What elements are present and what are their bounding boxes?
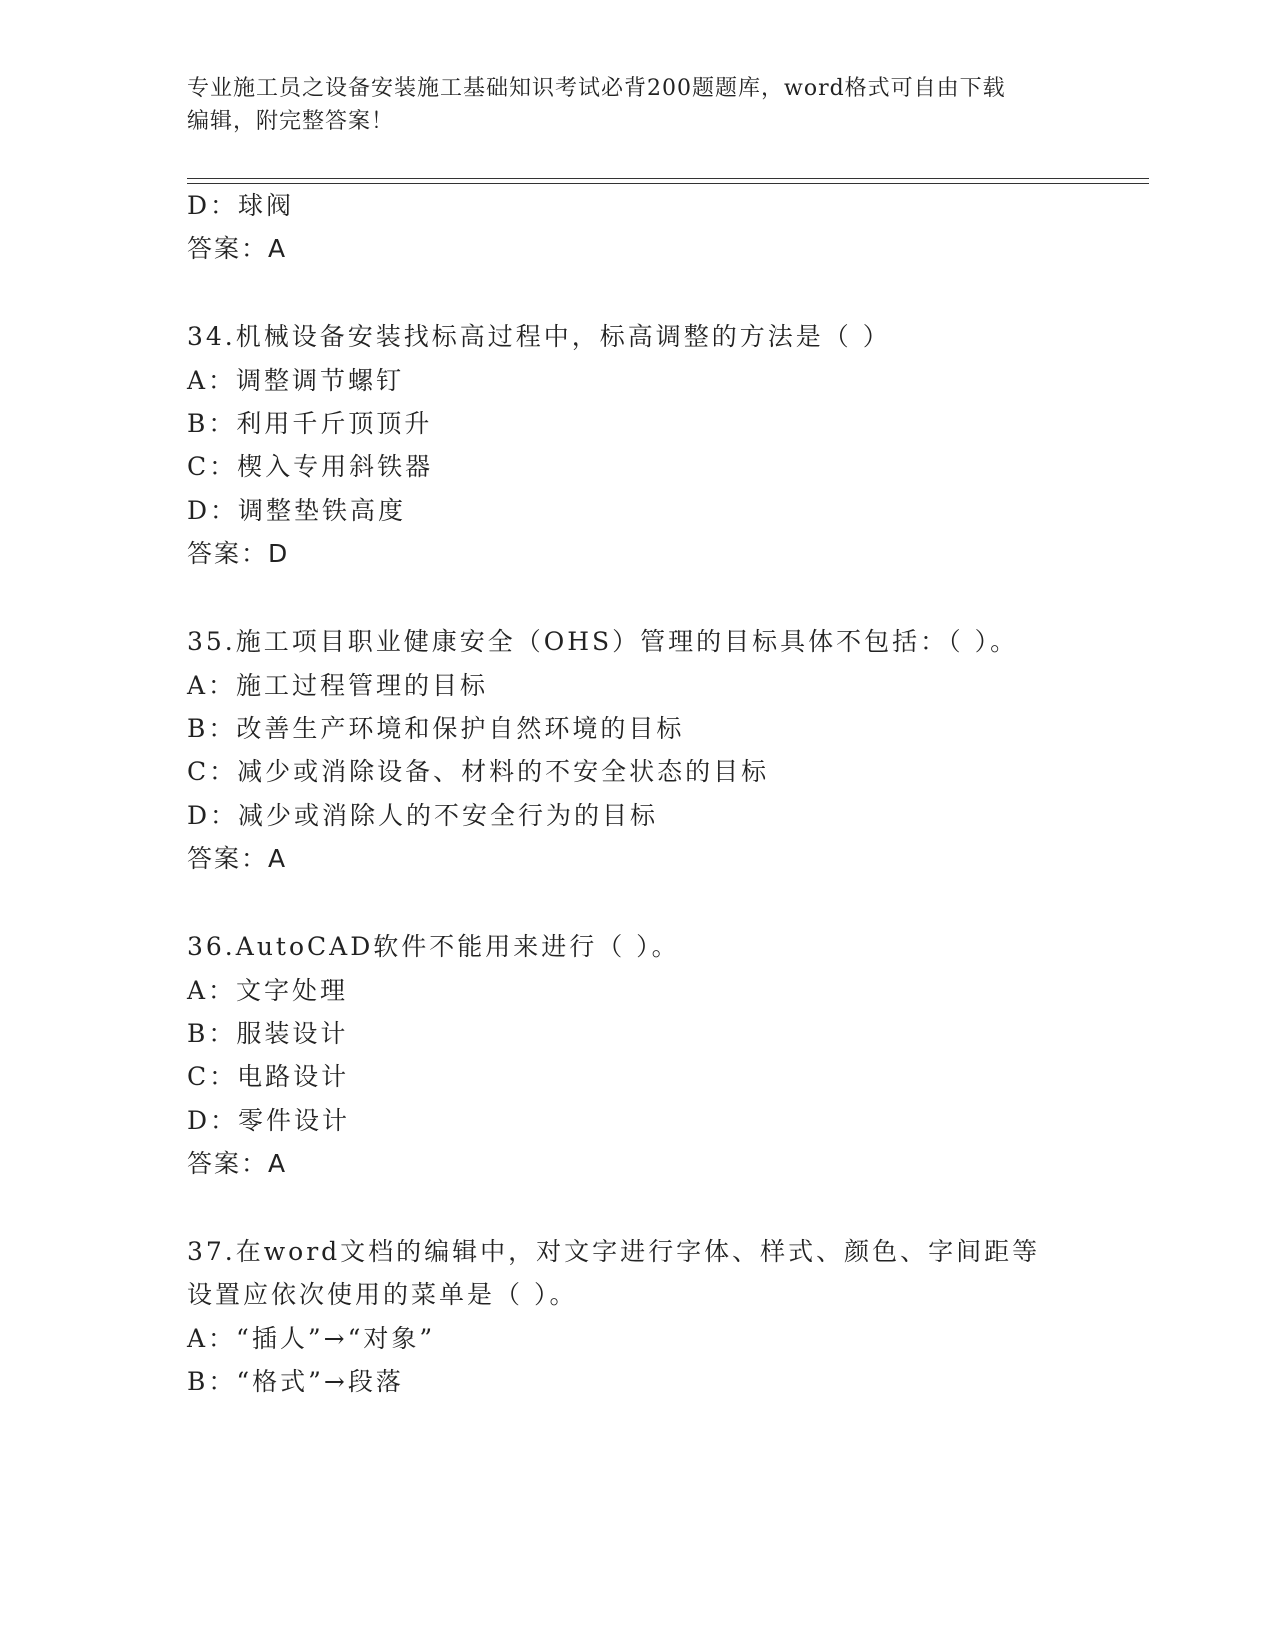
question-35-option-b: B：改善生产环境和保护自然环境的目标: [187, 714, 685, 743]
question-34-title: 34.机械设备安装找标高过程中，标高调整的方法是（ ）: [187, 322, 891, 351]
header-line-1: 专业施工员之设备安装施工基础知识考试必背200题题库，word格式可自由下载: [187, 76, 1006, 101]
header-divider-top: [187, 178, 1149, 179]
header-line-2: 编辑，附完整答案！: [187, 109, 395, 134]
question-34-option-c: C：楔入专用斜铁器: [187, 452, 434, 481]
question-36-answer: 答案：A: [187, 1149, 288, 1178]
question-37-title-line-2: 设置应依次使用的菜单是（ ）。: [187, 1280, 578, 1309]
question-37-option-a: A：“插人”→“对象”: [187, 1324, 436, 1353]
question-37-option-b: B：“格式”→段落: [187, 1367, 404, 1396]
question-36-option-a: A：文字处理: [187, 976, 349, 1005]
question-35-option-c: C：减少或消除设备、材料的不安全状态的目标: [187, 757, 770, 786]
question-35-answer: 答案：A: [187, 844, 288, 873]
document-header: [187, 72, 1087, 138]
question-37-title-line-1: 37.在word文档的编辑中，对文字进行字体、样式、颜色、字间距等: [187, 1237, 1041, 1266]
prev-answer: 答案：A: [187, 234, 288, 263]
question-36-option-b: B：服装设计: [187, 1019, 349, 1048]
question-34-answer: 答案：D: [187, 539, 290, 568]
question-35-option-a: A：施工过程管理的目标: [187, 671, 489, 700]
question-34-option-b: B：利用千斤顶顶升: [187, 409, 433, 438]
question-36-title: 36.AutoCAD软件不能用来进行（ ）。: [187, 932, 680, 961]
question-36-option-c: C：电路设计: [187, 1062, 350, 1091]
header-divider-bottom: [187, 183, 1149, 184]
question-36-option-d: D：零件设计: [187, 1106, 351, 1135]
question-35-title: 35.施工项目职业健康安全（OHS）管理的目标具体不包括：（ ）。: [187, 627, 1019, 656]
prev-option-d: D：球阀: [187, 191, 295, 220]
question-35-option-d: D：减少或消除人的不安全行为的目标: [187, 801, 659, 830]
question-34-option-d: D：调整垫铁高度: [187, 496, 407, 525]
question-34-option-a: A：调整调节螺钉: [187, 366, 405, 395]
